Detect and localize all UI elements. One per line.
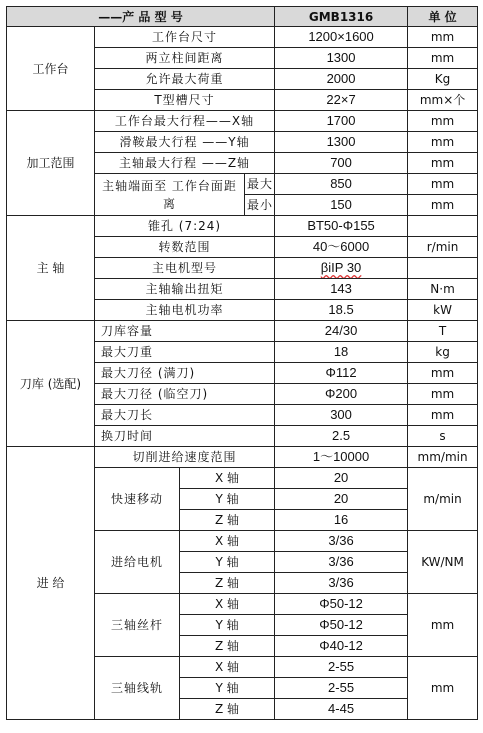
group-label-guide: 三轴线轨	[95, 657, 180, 720]
row-label: 切削进给速度范围	[95, 447, 275, 468]
row-unit: mm	[408, 153, 478, 174]
row-unit: Kg	[408, 69, 478, 90]
row-value: 2-55	[275, 657, 408, 678]
category-atc: 刀库 (选配)	[7, 321, 95, 447]
distance-min-value: 150	[275, 195, 408, 216]
header-model: GMB1316	[275, 7, 408, 27]
distance-label: 主轴端面至 工作台面距离	[95, 174, 245, 216]
row-unit: mm	[408, 132, 478, 153]
row-label: 最大刀径 (临空刀)	[95, 384, 275, 405]
row-value: Φ200	[275, 384, 408, 405]
group-unit: KW/NM	[408, 531, 478, 594]
row-label: 锥孔 (7:24)	[95, 216, 275, 237]
row-value	[275, 258, 408, 279]
row-value: 18.5	[275, 300, 408, 321]
row-unit: kW	[408, 300, 478, 321]
axis-label: X 轴	[180, 531, 275, 552]
row-unit: mm	[408, 195, 478, 216]
row-unit: kg	[408, 342, 478, 363]
group-unit: mm	[408, 594, 478, 657]
row-value: 1300	[275, 48, 408, 69]
row-label: 最大刀长	[95, 405, 275, 426]
row-value: 700	[275, 153, 408, 174]
row-unit: mm	[408, 174, 478, 195]
row-unit: mm	[408, 111, 478, 132]
row-label: 两立柱间距离	[95, 48, 275, 69]
row-value: 1700	[275, 111, 408, 132]
row-unit: s	[408, 426, 478, 447]
row-value: 3/36	[275, 552, 408, 573]
row-unit: mm	[408, 405, 478, 426]
row-label: 刀库容量	[95, 321, 275, 342]
row-label: 主轴输出扭矩	[95, 279, 275, 300]
row-value: 3/36	[275, 573, 408, 594]
row-label: 允许最大荷重	[95, 69, 275, 90]
row-value: 2-55	[275, 678, 408, 699]
row-unit	[408, 216, 478, 237]
row-unit: r/min	[408, 237, 478, 258]
row-value: 2.5	[275, 426, 408, 447]
group-unit: mm	[408, 657, 478, 720]
axis-label: Y 轴	[180, 615, 275, 636]
row-label: 转数范围	[95, 237, 275, 258]
row-value: 22×7	[275, 90, 408, 111]
row-label: 主电机型号	[95, 258, 275, 279]
table-row	[7, 321, 478, 342]
row-unit: T	[408, 321, 478, 342]
row-value: BT50-Φ155	[275, 216, 408, 237]
header-row	[7, 7, 478, 27]
row-value: 1200×1600	[275, 27, 408, 48]
row-label: 最大刀重	[95, 342, 275, 363]
row-value: 1～10000	[275, 447, 408, 468]
row-value: Φ40-12	[275, 636, 408, 657]
row-label: 最大刀径 (满刀)	[95, 363, 275, 384]
axis-label: X 轴	[180, 468, 275, 489]
motor-model-text: βiIP 30	[320, 260, 362, 275]
row-unit: mm	[408, 27, 478, 48]
category-worktable: 工作台	[7, 27, 95, 111]
group-label-motor: 进给电机	[95, 531, 180, 594]
row-value: 300	[275, 405, 408, 426]
row-value: 2000	[275, 69, 408, 90]
row-value: Φ50-12	[275, 594, 408, 615]
row-label: 主轴最大行程 ——Z轴	[95, 153, 275, 174]
row-unit: mm/min	[408, 447, 478, 468]
distance-max-label: 最大	[245, 174, 275, 195]
row-unit	[408, 258, 478, 279]
row-value: 4-45	[275, 699, 408, 720]
table-row	[7, 447, 478, 468]
distance-max-value: 850	[275, 174, 408, 195]
axis-label: Y 轴	[180, 678, 275, 699]
category-spindle: 主 轴	[7, 216, 95, 321]
row-value: 143	[275, 279, 408, 300]
row-value: 3/36	[275, 531, 408, 552]
spec-sheet	[6, 6, 477, 720]
group-unit: m/min	[408, 468, 478, 531]
row-label: 主轴电机功率	[95, 300, 275, 321]
row-unit: mm	[408, 48, 478, 69]
axis-label: X 轴	[180, 657, 275, 678]
row-label: 换刀时间	[95, 426, 275, 447]
table-row	[7, 111, 478, 132]
axis-label: Z 轴	[180, 699, 275, 720]
row-unit: N·m	[408, 279, 478, 300]
category-machining: 加工范围	[7, 111, 95, 216]
row-value: 40～6000	[275, 237, 408, 258]
axis-label: Y 轴	[180, 552, 275, 573]
row-value: 20	[275, 468, 408, 489]
axis-label: Z 轴	[180, 510, 275, 531]
table-row	[7, 27, 478, 48]
row-unit: mm	[408, 384, 478, 405]
header-product: ——产 品 型 号	[7, 7, 275, 27]
category-feed: 进 给	[7, 447, 95, 720]
row-unit: mm	[408, 363, 478, 384]
row-value: Φ50-12	[275, 615, 408, 636]
row-label: 滑鞍最大行程 ——Y轴	[95, 132, 275, 153]
axis-label: Z 轴	[180, 636, 275, 657]
row-value: 24/30	[275, 321, 408, 342]
axis-label: X 轴	[180, 594, 275, 615]
axis-label: Y 轴	[180, 489, 275, 510]
spec-table	[6, 6, 478, 720]
row-value: Φ112	[275, 363, 408, 384]
distance-min-label: 最小	[245, 195, 275, 216]
row-label: T型槽尺寸	[95, 90, 275, 111]
table-row	[7, 216, 478, 237]
group-label-rapid: 快速移动	[95, 468, 180, 531]
header-unit: 单 位	[408, 7, 478, 27]
row-label: 工作台最大行程——X轴	[95, 111, 275, 132]
row-label: 工作台尺寸	[95, 27, 275, 48]
row-value: 16	[275, 510, 408, 531]
row-value: 18	[275, 342, 408, 363]
row-unit: mm×个	[408, 90, 478, 111]
row-value: 20	[275, 489, 408, 510]
group-label-screw: 三轴丝杆	[95, 594, 180, 657]
row-value: 1300	[275, 132, 408, 153]
axis-label: Z 轴	[180, 573, 275, 594]
